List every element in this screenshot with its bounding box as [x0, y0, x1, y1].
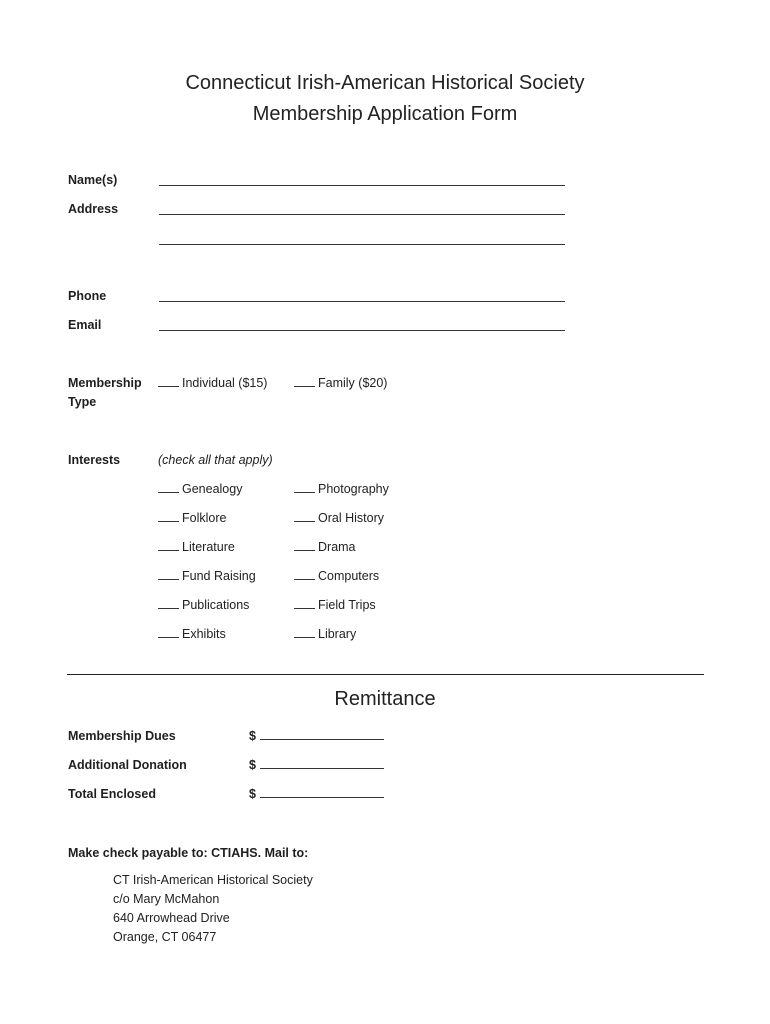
email-field[interactable] [159, 330, 565, 331]
mailing-address [113, 871, 313, 947]
membership-type-label-line1: Membership [68, 376, 142, 390]
interests-hint: (check all that apply) [158, 453, 273, 467]
membership-type-label-line2: Type [68, 395, 97, 409]
interest-label: Folklore [182, 511, 227, 525]
additional-donation-field[interactable] [249, 758, 384, 772]
interest-publications[interactable] [158, 598, 249, 612]
interest-literature[interactable] [158, 540, 235, 554]
address-field-line1[interactable] [159, 214, 565, 215]
total-enclosed-label: Total Enclosed [68, 787, 156, 801]
name-field[interactable] [159, 185, 565, 186]
phone-label: Phone [68, 289, 107, 303]
currency-symbol: $ [249, 787, 256, 801]
interest-label: Exhibits [182, 627, 226, 641]
checkbox-blank[interactable] [294, 482, 315, 493]
interest-label: Oral History [318, 511, 384, 525]
checkbox-blank[interactable] [158, 482, 179, 493]
interest-label: Field Trips [318, 598, 376, 612]
address-line: 640 Arrowhead Drive [113, 911, 230, 925]
interest-library[interactable] [294, 627, 356, 641]
currency-symbol: $ [249, 729, 256, 743]
interest-folklore[interactable] [158, 511, 226, 525]
membership-dues-label: Membership Dues [68, 729, 176, 743]
remittance-title: Remittance [334, 688, 436, 710]
interest-drama[interactable] [294, 540, 356, 554]
interest-oral-history[interactable] [294, 511, 384, 525]
checkbox-blank[interactable] [294, 511, 315, 522]
checkbox-blank[interactable] [158, 540, 179, 551]
interest-field-trips[interactable] [294, 598, 376, 612]
membership-dues-field[interactable] [249, 729, 384, 743]
address-field-line2[interactable] [159, 244, 565, 245]
membership-option-individual[interactable] [158, 376, 267, 390]
interest-computers[interactable] [294, 569, 379, 583]
checkbox-blank[interactable] [294, 627, 315, 638]
checkbox-blank[interactable] [158, 598, 179, 609]
checkbox-blank[interactable] [294, 376, 315, 387]
interest-fund-raising[interactable] [158, 569, 256, 583]
form-title-line1: Connecticut Irish-American Historical Society [185, 72, 585, 94]
interest-label: Library [318, 627, 357, 641]
checkbox-blank[interactable] [158, 627, 179, 638]
address-line: Orange, CT 06477 [113, 930, 217, 944]
amount-blank[interactable] [260, 787, 384, 798]
interest-label: Drama [318, 540, 356, 554]
membership-option-family[interactable] [294, 376, 387, 390]
currency-symbol: $ [249, 758, 256, 772]
interests-label: Interests [68, 453, 121, 467]
amount-blank[interactable] [260, 758, 384, 769]
section-divider [67, 674, 704, 675]
checkbox-blank[interactable] [158, 511, 179, 522]
interest-label: Fund Raising [182, 569, 256, 583]
checkbox-blank[interactable] [158, 376, 179, 387]
address-label: Address [68, 202, 119, 216]
address-line: c/o Mary McMahon [113, 892, 220, 906]
interest-label: Literature [182, 540, 235, 554]
form-title-line2: Membership Application Form [252, 103, 518, 125]
payment-instruction: Make check payable to: CTIAHS. Mail to: [68, 846, 309, 860]
checkbox-blank[interactable] [294, 598, 315, 609]
interest-label: Publications [182, 598, 250, 612]
name-label: Name(s) [68, 173, 118, 187]
additional-donation-label: Additional Donation [68, 758, 187, 772]
checkbox-blank[interactable] [294, 569, 315, 580]
interest-label: Computers [318, 569, 380, 583]
option-label: Family ($20) [318, 376, 388, 390]
checkbox-blank[interactable] [294, 540, 315, 551]
interest-exhibits[interactable] [158, 627, 226, 641]
interest-label: Genealogy [182, 482, 243, 496]
interest-photography[interactable] [294, 482, 389, 496]
total-enclosed-field[interactable] [249, 787, 384, 801]
interest-genealogy[interactable] [158, 482, 242, 496]
phone-field[interactable] [159, 301, 565, 302]
address-line: CT Irish-American Historical Society [113, 873, 313, 887]
checkbox-blank[interactable] [158, 569, 179, 580]
amount-blank[interactable] [260, 729, 384, 740]
interest-label: Photography [318, 482, 389, 496]
option-label: Individual ($15) [182, 376, 268, 390]
email-label: Email [68, 318, 102, 332]
